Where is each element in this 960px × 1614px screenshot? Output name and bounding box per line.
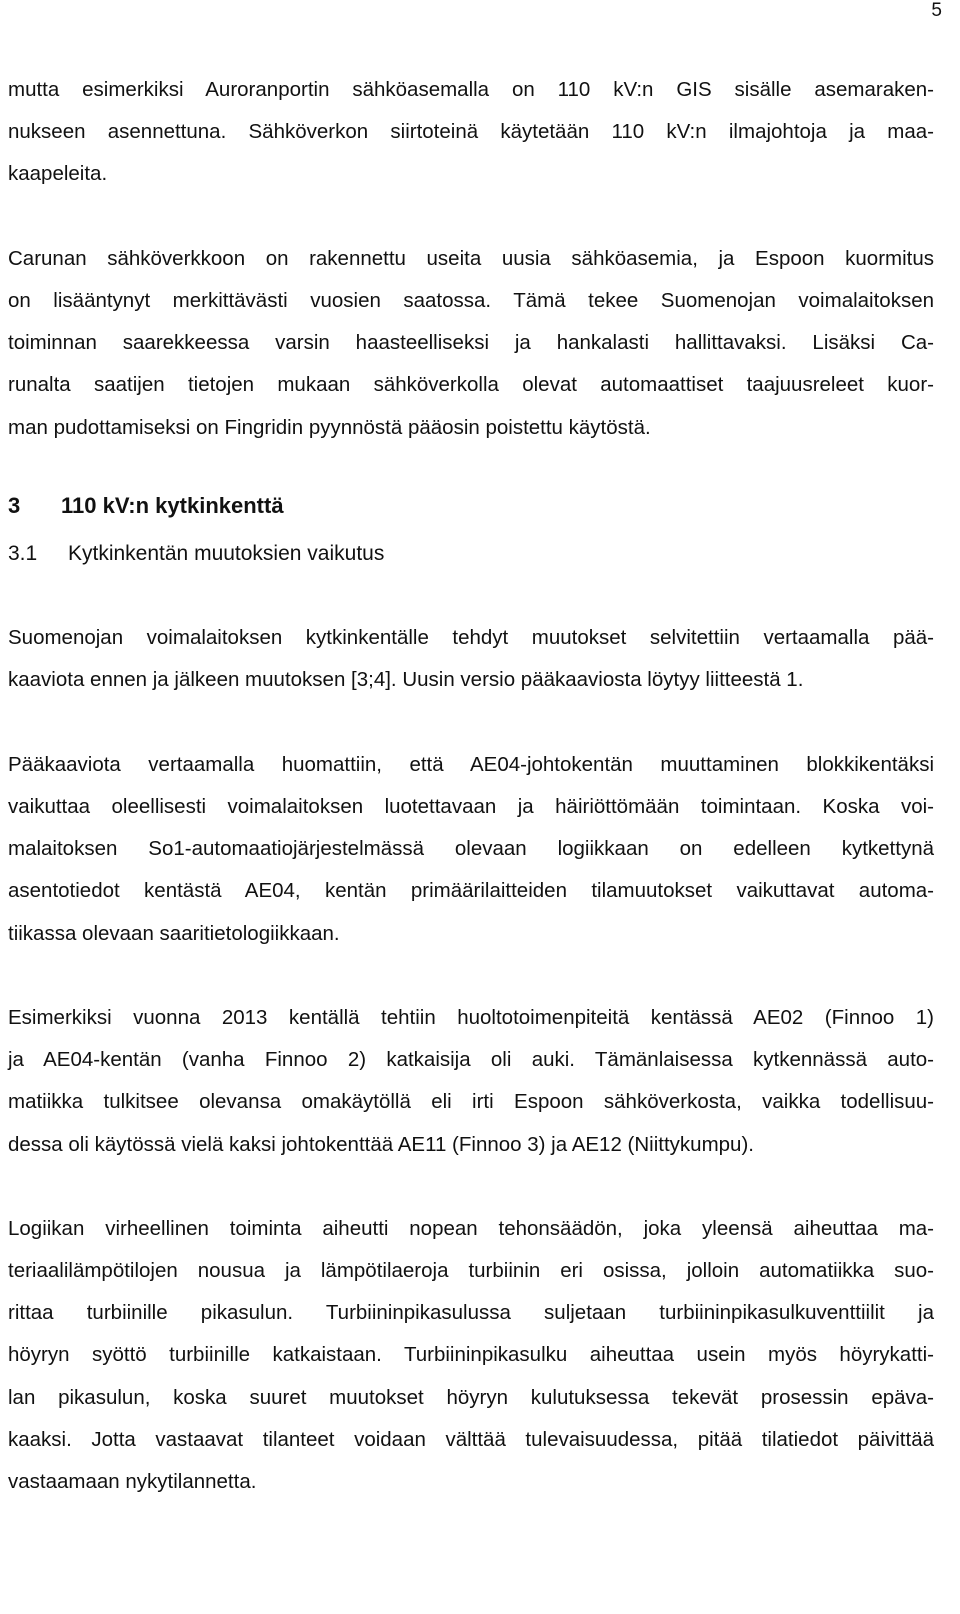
text-line: malaitoksen So1-automaatiojärjestelmässä olevaan logiikkaan on edelleen kytkettynä [8,837,934,861]
paragraph-gap [8,955,934,997]
text-line: kaaksi. Jotta vastaavat tilanteet voidaan välttää tulevaisuudessa, pitää tilatiedot päivittää [8,1427,934,1451]
subsection-heading [8,533,934,575]
text-line: matiikka tulkitsee olevansa omakäytöllä eli irti Espoon sähköverkosta, vaikka todellisuu- [8,1090,934,1114]
text-line: lan pikasulun, koska suuret muutokset höyryn kulutuksessa tekevät prosessin epäva- [8,1385,934,1409]
text-line: Logiikan virheellinen toiminta aiheutti nopean tehonsäädön, joka yleensä aiheuttaa ma- [8,1216,934,1240]
text-line: dessa oli käytössä vielä kaksi johtokenttää AE11 (Finnoo 3) ja AE12 (Niittykumpu). [8,1132,754,1156]
document-body [8,69,934,1503]
text-line: Suomenojan voimalaitoksen kytkinkentälle tehdyt muutokset selvitettiin vertaamalla pää- [8,626,934,650]
paragraph [8,997,934,1166]
paragraph-gap [8,575,934,617]
paragraph [8,617,934,701]
text-line: on lisääntynyt merkittävästi vuosien saatossa. Tämä tekee Suomenojan voimalaitoksen [8,288,934,312]
text-line: rittaa turbiinille pikasulun. Turbiininpikasulussa suljetaan turbiininpikasulkuventtiilit ja [8,1301,934,1325]
text-line: teriaalilämpötilojen nousua ja lämpötilaeroja turbiinin eri osissa, jolloin automatiikka suo- [8,1259,934,1283]
text-line: kaapeleita. [8,162,108,186]
text-line: man pudottamiseksi on Fingridin pyynnöstä pääosin poistettu käytöstä. [8,415,651,439]
page-number: 5 [931,0,942,21]
paragraph [8,744,934,955]
text-line: ja AE04-kentän (vanha Finnoo 2) katkaisija oli auki. Tämänlaisessa kytkennässä auto- [8,1048,934,1072]
subsection-title: Kytkinkentän muutoksien vaikutus [68,541,385,565]
section-title: 110 kV:n kytkinkenttä [61,492,284,518]
paragraph-gap [8,196,934,238]
text-line: höyryn syöttö turbiinille katkaistaan. Turbiininpikasulku aiheuttaa usein myös höyrykatti- [8,1343,934,1367]
subsection-number: 3.1 [8,541,38,565]
paragraph [8,238,934,449]
text-line: asentotiedot kentästä AE04, kentän primäärilaitteiden tilamuutokset vaikuttavat automa- [8,879,934,903]
paragraph [8,1208,934,1503]
text-line: nukseen asennettuna. Sähköverkon siirtoteinä käytetään 110 kV:n ilmajohtoja ja maa- [8,120,934,144]
text-line: vaikuttaa oleellisesti voimalaitoksen luotettavaan ja häiriöttömään toimintaan. Koska voi- [8,795,934,818]
text-line: Esimerkiksi vuonna 2013 kentällä tehtiin huoltotoimenpiteitä kentässä AE02 (Finnoo 1) [8,1005,934,1029]
text-line: Pääkaaviota vertaamalla huomattiin, että AE04-johtokentän muuttaminen blokkikentäksi [8,752,934,776]
paragraph-gap [8,702,934,744]
text-line: vastaamaan nykytilannetta. [8,1470,257,1493]
text-line: mutta esimerkiksi Auroranportin sähköasemalla on 110 kV:n GIS sisälle asemaraken- [8,78,934,101]
section-number: 3 [8,492,21,518]
paragraph [8,69,934,196]
text-line: kaaviota ennen ja jälkeen muutoksen [3;4]. Uusin versio pääkaaviosta löytyy liitteestä 1. [8,668,804,692]
paragraph-gap [8,1166,934,1208]
section-heading [8,485,934,527]
text-line: tiikassa olevaan saaritietologiikkaan. [8,921,340,945]
text-line: toiminnan saarekkeessa varsin haasteelliseksi ja hankalasti hallittavaksi. Lisäksi Ca- [8,331,934,355]
text-line: Carunan sähköverkkoon on rakennettu useita uusia sähköasemia, ja Espoon kuormitus [8,246,934,270]
text-line: runalta saatijen tietojen mukaan sähköverkolla olevat automaattiset taajuusreleet kuor- [8,373,934,397]
